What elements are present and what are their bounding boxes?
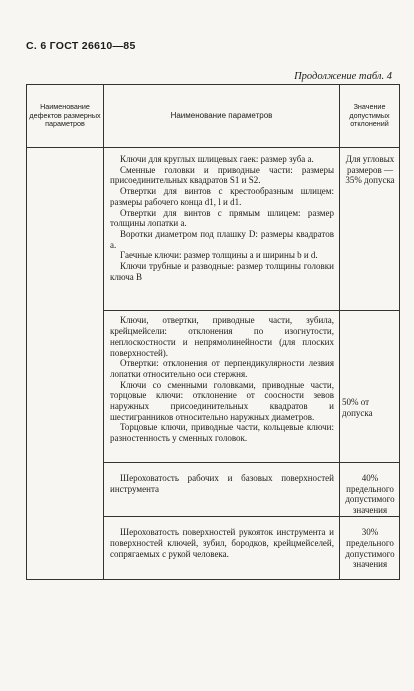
param-text: Воротки диаметром под плашку D: размеры квадратов a. (110, 228, 334, 250)
param-text: Сменные головки и приводные части: размеры присоединительных квадратов S1 и S2. (110, 164, 334, 186)
param-text: Торцовые ключи, приводные части, кольцевые ключи: разностенность у сменных головок. (110, 422, 334, 444)
defect-cell (27, 517, 104, 580)
table-continuation-label: Продолжение табл. 4 (294, 71, 392, 82)
tolerance-cell: Для угловых размеров — 35% допуска (345, 154, 395, 186)
param-text: Ключи трубные и разводные: размер толщины головки ключа B (110, 261, 334, 282)
defect-cell (27, 311, 104, 462)
tolerance-cell: 40% предельного допустимого значения (345, 472, 395, 515)
table-row (27, 517, 400, 580)
tolerance-cell: 50% от допуска (342, 397, 373, 419)
column-header-defects: Наименование дефектов размерных параметров (27, 85, 104, 148)
column-header-tolerance: Значение допустимых отклонений (340, 85, 400, 148)
param-text: Отвертки: отклонения от перпендикулярности лезвия лопатки относительно оси стержня. (110, 358, 334, 379)
param-text: Шероховатость поверхностей рукояток инструмента и поверхностей ключей, зубил, бородков, крейцмейселей, сопрягаемых с рукой человека. (110, 527, 334, 559)
param-text: Отвертки для винтов с прямым шлицем: размер толщины лопатки a. (110, 207, 334, 229)
table-header-row (27, 85, 400, 148)
tolerance-cell: 30% предельного допустимого значения (345, 527, 395, 570)
param-text: Ключи со сменными головками, приводные части, торцовые ключи: отклонение от соосности зевов наружных присоединительных квадратов и шестигранников относительно наружных диаметров. (110, 379, 334, 422)
parameters-cell (104, 517, 339, 559)
param-text: Отвертки для винтов с крестообразным шлицем: размеры рабочего конца d1, l и d1. (110, 186, 334, 207)
table-row (27, 462, 400, 516)
table-row (27, 148, 400, 311)
param-text: Шероховатость рабочих и базовых поверхностей инструмента (110, 472, 334, 494)
parameters-table (26, 84, 400, 580)
defect-cell (27, 462, 104, 516)
parameters-cell (104, 148, 339, 282)
param-text: Гаечные ключи: размер толщины a и ширины b и d. (120, 250, 318, 261)
page-header: С. 6 ГОСТ 26610—85 (26, 40, 136, 52)
param-text: Ключи, отвертки, приводные части, зубила, крейцмейсели: отклонения по изогнутости, неплоскостности и непрямолинейности (для плоских поверхностей). (110, 315, 334, 358)
column-header-parameters: Наименование параметров (104, 85, 340, 148)
parameters-cell (104, 463, 339, 494)
table-row (27, 311, 400, 462)
parameters-cell (104, 311, 339, 443)
param-text: Ключи для круглых шлицевых гаек: размер зуба a. (120, 154, 314, 164)
defect-cell (27, 148, 104, 311)
